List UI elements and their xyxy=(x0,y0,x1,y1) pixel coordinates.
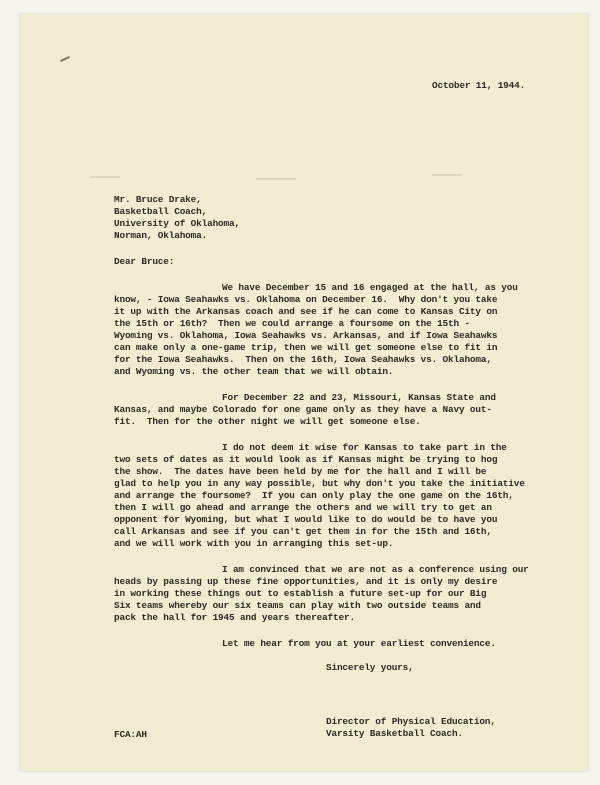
closing-request: Let me hear from you at your earliest convenience. xyxy=(222,638,496,649)
signature-title: Varsity Basketball Coach. xyxy=(326,728,463,739)
body-line: We have December 15 and 16 engaged at the hall, as you xyxy=(222,282,518,293)
body-line: then I will go ahead and arrange the others and we will try to get an xyxy=(114,502,492,513)
salutation: Dear Bruce: xyxy=(114,256,175,267)
body-line: opponent for Wyoming, but what I would like to do would be to have you xyxy=(114,514,498,525)
body-line: it up with the Arkansas coach and see if he can come to Kansas City on xyxy=(114,306,498,317)
body-line: and we will work with you in arranging this set-up. xyxy=(114,538,394,549)
signature-title: Director of Physical Education, xyxy=(326,716,496,727)
reference-initials: FCA:AH xyxy=(114,729,147,740)
body-line: call Arkansas and see if you can't get them in for the 15th and 16th, xyxy=(114,526,492,537)
body-line: heads by passing up these fine opportunities, and it is only my desire xyxy=(114,576,498,587)
body-line: two sets of dates as it would look as if Kansas might be trying to hog xyxy=(114,454,498,465)
complimentary-close: Sincerely yours, xyxy=(326,662,414,673)
body-line: I am convinced that we are not as a conference using our xyxy=(222,564,529,575)
address-line: Basketball Coach, xyxy=(114,206,208,217)
address-line: Mr. Bruce Drake, xyxy=(114,194,202,205)
body-line: know, - Iowa Seahawks vs. Oklahoma on December 16. Why don't you take xyxy=(114,294,498,305)
body-line: Wyoming vs. Oklahoma, Iowa Seahawks vs. Arkansas, and if Iowa Seahawks xyxy=(114,330,498,341)
address-line: Norman, Oklahoma. xyxy=(114,230,208,241)
body-line: and arrange the foursome? If you can only play the one game on the 16th, xyxy=(114,490,514,501)
letter-date: October 11, 1944. xyxy=(432,80,526,91)
body-line: the show. The dates have been held by me for the hall and I will be xyxy=(114,466,487,477)
body-line: Six teams whereby our six teams can play with two outside teams and xyxy=(114,600,481,611)
body-line: the 15th or 16th? Then we could arrange a foursome on the 15th - xyxy=(114,318,470,329)
pencil-mark xyxy=(60,56,70,62)
body-line: glad to help you in any way possible, but why don't you take the initiative xyxy=(114,478,525,489)
body-line: Kansas, and maybe Colorado for one game only as they have a Navy out- xyxy=(114,404,492,415)
address-line: University of Oklahoma, xyxy=(114,218,240,229)
faint-mark xyxy=(256,178,296,180)
letter-page xyxy=(20,14,588,771)
faint-mark xyxy=(90,176,120,178)
body-line: pack the hall for 1945 and years thereafter. xyxy=(114,612,355,623)
body-line: I do not deem it wise for Kansas to take part in the xyxy=(222,442,507,453)
faint-mark xyxy=(432,174,462,176)
body-line: and Wyoming vs. the other team that we will obtain. xyxy=(114,366,394,377)
body-line: can make only a one-game trip, then we will get someone else to fit in xyxy=(114,342,498,353)
body-line: For December 22 and 23, Missouri, Kansas State and xyxy=(222,392,496,403)
body-line: for the Iowa Seahawks. Then on the 16th, Iowa Seahawks vs. Oklahoma, xyxy=(114,354,492,365)
body-line: fit. Then for the other night we will get someone else. xyxy=(114,416,421,427)
body-line: in working these things out to establish a future set-up for our Big xyxy=(114,588,487,599)
